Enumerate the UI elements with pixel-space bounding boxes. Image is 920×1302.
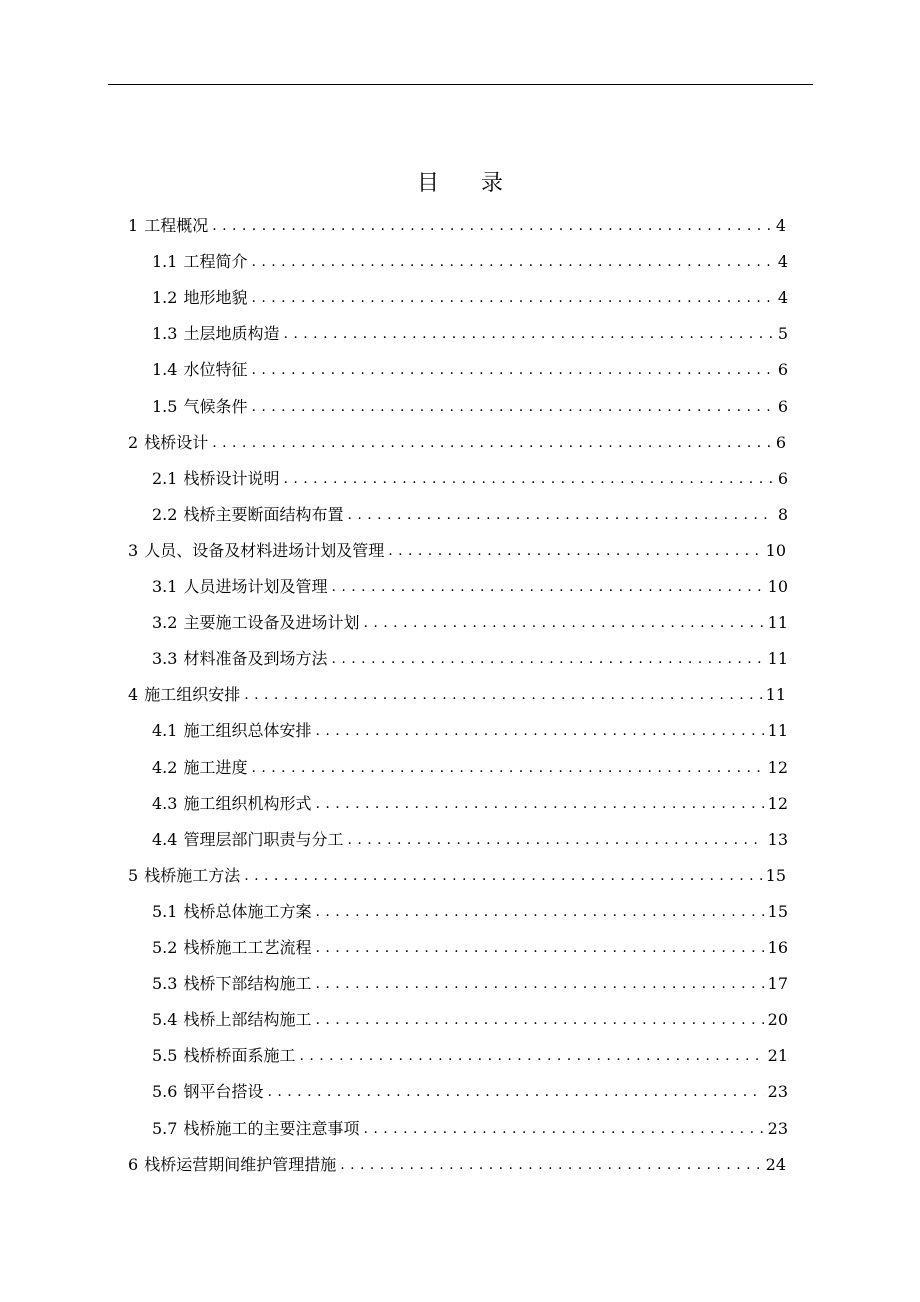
toc-entry[interactable]: [152, 461, 788, 497]
toc-entry-label: 栈桥主要断面结构布置: [183, 504, 344, 524]
toc-dot-leader: [212, 425, 772, 461]
toc-entry-page: 6: [775, 432, 786, 452]
toc-entry-number: 5.4: [152, 1010, 178, 1030]
toc-dot-leader: [283, 316, 773, 352]
toc-title: [0, 168, 920, 200]
toc-entry[interactable]: [152, 280, 788, 316]
toc-entry-page: 13: [767, 829, 788, 849]
toc-dot-leader: [340, 1147, 761, 1183]
toc-entry[interactable]: [128, 1147, 786, 1183]
toc-entry-number: 4.1: [152, 721, 178, 741]
toc-dot-leader: [388, 533, 761, 569]
toc-entry[interactable]: [152, 389, 788, 425]
toc-entry-label: 栈桥设计: [144, 432, 209, 452]
toc-entry[interactable]: [152, 1111, 788, 1147]
toc-entry-label: 施工组织机构形式: [183, 793, 312, 813]
toc-entry-number: 4.2: [152, 757, 178, 777]
header-rule: [108, 84, 813, 85]
toc-entry-page: 23: [767, 1082, 788, 1102]
toc-entry-page: 10: [767, 577, 788, 596]
toc-entry-number: 2: [128, 432, 139, 452]
toc-entry[interactable]: [128, 677, 786, 713]
toc-entry[interactable]: [152, 497, 788, 533]
toc-entry-page: 4: [777, 288, 788, 308]
toc-entry-page: 11: [765, 685, 786, 705]
toc-entry-page: 6: [777, 468, 788, 488]
toc-entry-page: 11: [767, 613, 788, 633]
toc-dot-leader: [244, 677, 761, 713]
toc-entry-page: 5: [777, 324, 788, 344]
toc-entry-number: 3.1: [152, 577, 178, 596]
toc-entry-number: 1: [128, 216, 139, 235]
toc-entry-number: 5: [128, 865, 139, 885]
toc-entry[interactable]: [152, 352, 788, 388]
toc-entry-label: 栈桥上部结构施工: [183, 1010, 312, 1030]
toc-entry-number: 2.2: [152, 504, 178, 524]
toc-entry-label: 工程简介: [183, 252, 248, 272]
toc-entry[interactable]: [152, 641, 788, 677]
toc-entry-number: 5.1: [152, 901, 178, 921]
toc-dot-leader: [244, 858, 761, 894]
toc-entry-label: 土层地质构造: [183, 324, 280, 344]
toc-entry-label: 施工组织安排: [144, 685, 241, 705]
toc-entry[interactable]: [128, 533, 786, 569]
toc-title-char-2: 录: [481, 171, 504, 196]
toc-entry-label: 钢平台搭设: [183, 1082, 264, 1102]
toc-dot-leader: [251, 280, 773, 316]
toc-entry-label: 栈桥总体施工方案: [183, 901, 312, 921]
toc-entry-number: 5.3: [152, 974, 178, 994]
toc-entry-page: 23: [767, 1118, 788, 1138]
toc-dot-leader: [363, 1111, 763, 1147]
toc-entry-label: 气候条件: [183, 396, 248, 416]
toc-entry-number: 1.1: [152, 252, 178, 272]
toc-entry-number: 4.4: [152, 829, 178, 849]
toc-entry-page: 11: [767, 721, 788, 741]
toc-dot-leader: [315, 930, 763, 966]
toc-entry-page: 6: [777, 360, 788, 380]
toc-dot-leader: [315, 713, 763, 749]
toc-dot-leader: [283, 461, 773, 497]
toc-entry-number: 4: [128, 685, 139, 705]
toc-entry-label: 主要施工设备及进场计划: [183, 613, 360, 633]
toc-entry[interactable]: [152, 786, 788, 822]
toc-entry-label: 人员、设备及材料进场计划及管理: [144, 540, 385, 560]
toc-dot-leader: [251, 750, 763, 786]
toc-entry[interactable]: [152, 713, 788, 749]
toc-dot-leader: [315, 1002, 763, 1038]
toc-entry-number: 4.3: [152, 793, 178, 813]
toc-entry[interactable]: [152, 822, 788, 858]
toc-entry[interactable]: [152, 966, 788, 1002]
toc-entry[interactable]: [152, 1074, 788, 1110]
toc-dot-leader: [363, 605, 763, 641]
toc-entry-number: 1.3: [152, 324, 178, 344]
toc-dot-leader: [315, 786, 763, 822]
toc-entry-page: 17: [767, 974, 788, 994]
toc-entry[interactable]: [152, 316, 788, 352]
toc-entry-label: 工程概况: [144, 216, 209, 235]
toc-entry-label: 施工进度: [183, 757, 248, 777]
toc-entry-page: 21: [767, 1046, 788, 1066]
toc-entry-number: 3.2: [152, 613, 178, 633]
toc-entry-label: 管理层部门职责与分工: [183, 829, 344, 849]
toc-entry[interactable]: [152, 1038, 788, 1074]
toc-entry-page: 15: [767, 901, 788, 921]
toc-entry[interactable]: [128, 858, 786, 894]
toc-dot-leader: [331, 641, 763, 677]
toc-entry-label: 栈桥施工的主要注意事项: [183, 1118, 360, 1138]
toc-entry-page: 4: [777, 252, 788, 272]
toc-entry[interactable]: [152, 569, 788, 605]
toc-entry-page: 24: [765, 1154, 786, 1174]
toc-entry-number: 3.3: [152, 649, 178, 669]
toc-entry-number: 6: [128, 1154, 139, 1174]
toc-entry-page: 4: [775, 216, 786, 235]
toc-entry-page: 10: [765, 540, 786, 560]
toc-entry[interactable]: [152, 750, 788, 786]
toc-entry-number: 2.1: [152, 468, 178, 488]
toc-dot-leader: [331, 569, 763, 605]
toc-entry-number: 5.5: [152, 1046, 178, 1066]
toc-entry[interactable]: [152, 930, 788, 966]
toc-entry[interactable]: [152, 894, 788, 930]
toc-dot-leader: [347, 497, 773, 533]
toc-entry-number: 1.4: [152, 360, 178, 380]
toc-entry-number: 5.2: [152, 938, 178, 957]
toc-entry-label: 栈桥桥面系施工: [183, 1046, 296, 1066]
toc-entry[interactable]: [128, 208, 786, 244]
toc-entry-label: 栈桥施工工艺流程: [183, 938, 312, 957]
toc-entry-page: 6: [777, 396, 788, 416]
toc-dot-leader: [347, 822, 763, 858]
toc-entry-page: 12: [767, 757, 788, 777]
toc-entry-page: 20: [767, 1010, 788, 1030]
toc-entry-number: 1.5: [152, 396, 178, 416]
toc-entry-number: 1.2: [152, 288, 178, 308]
toc-dot-leader: [251, 352, 773, 388]
toc-entry-label: 地形地貌: [183, 288, 248, 308]
toc-dot-leader: [267, 1074, 763, 1110]
toc-entry-label: 栈桥施工方法: [144, 865, 241, 885]
toc-entry[interactable]: [152, 244, 788, 280]
toc-title-char-1: 目: [416, 171, 439, 196]
toc-entry-label: 栈桥下部结构施工: [183, 974, 312, 994]
toc-dot-leader: [315, 894, 763, 930]
toc-entry-label: 人员进场计划及管理: [183, 577, 328, 596]
toc-entry-page: 11: [767, 649, 788, 669]
toc-dot-leader: [212, 208, 772, 244]
toc-entry-label: 栈桥运营期间维护管理措施: [144, 1154, 337, 1174]
toc-entry-page: 8: [777, 504, 788, 524]
toc-entry-page: 15: [765, 865, 786, 885]
toc-entry-label: 材料准备及到场方法: [183, 649, 328, 669]
toc-dot-leader: [315, 966, 763, 1002]
toc-dot-leader: [251, 389, 773, 425]
toc-entry-page: 12: [767, 793, 788, 813]
toc-entry-label: 水位特征: [183, 360, 248, 380]
toc-entry-page: 16: [767, 938, 788, 957]
toc-entry[interactable]: [128, 425, 786, 461]
toc-entry-number: 5.6: [152, 1082, 178, 1102]
toc-entry-label: 栈桥设计说明: [183, 468, 280, 488]
toc-entry[interactable]: [152, 605, 788, 641]
toc-dot-leader: [299, 1038, 763, 1074]
toc-dot-leader: [251, 244, 773, 280]
toc-entry-number: 5.7: [152, 1118, 178, 1138]
toc-entry[interactable]: [152, 1002, 788, 1038]
toc-entry-number: 3: [128, 540, 139, 560]
toc-entry-label: 施工组织总体安排: [183, 721, 312, 741]
